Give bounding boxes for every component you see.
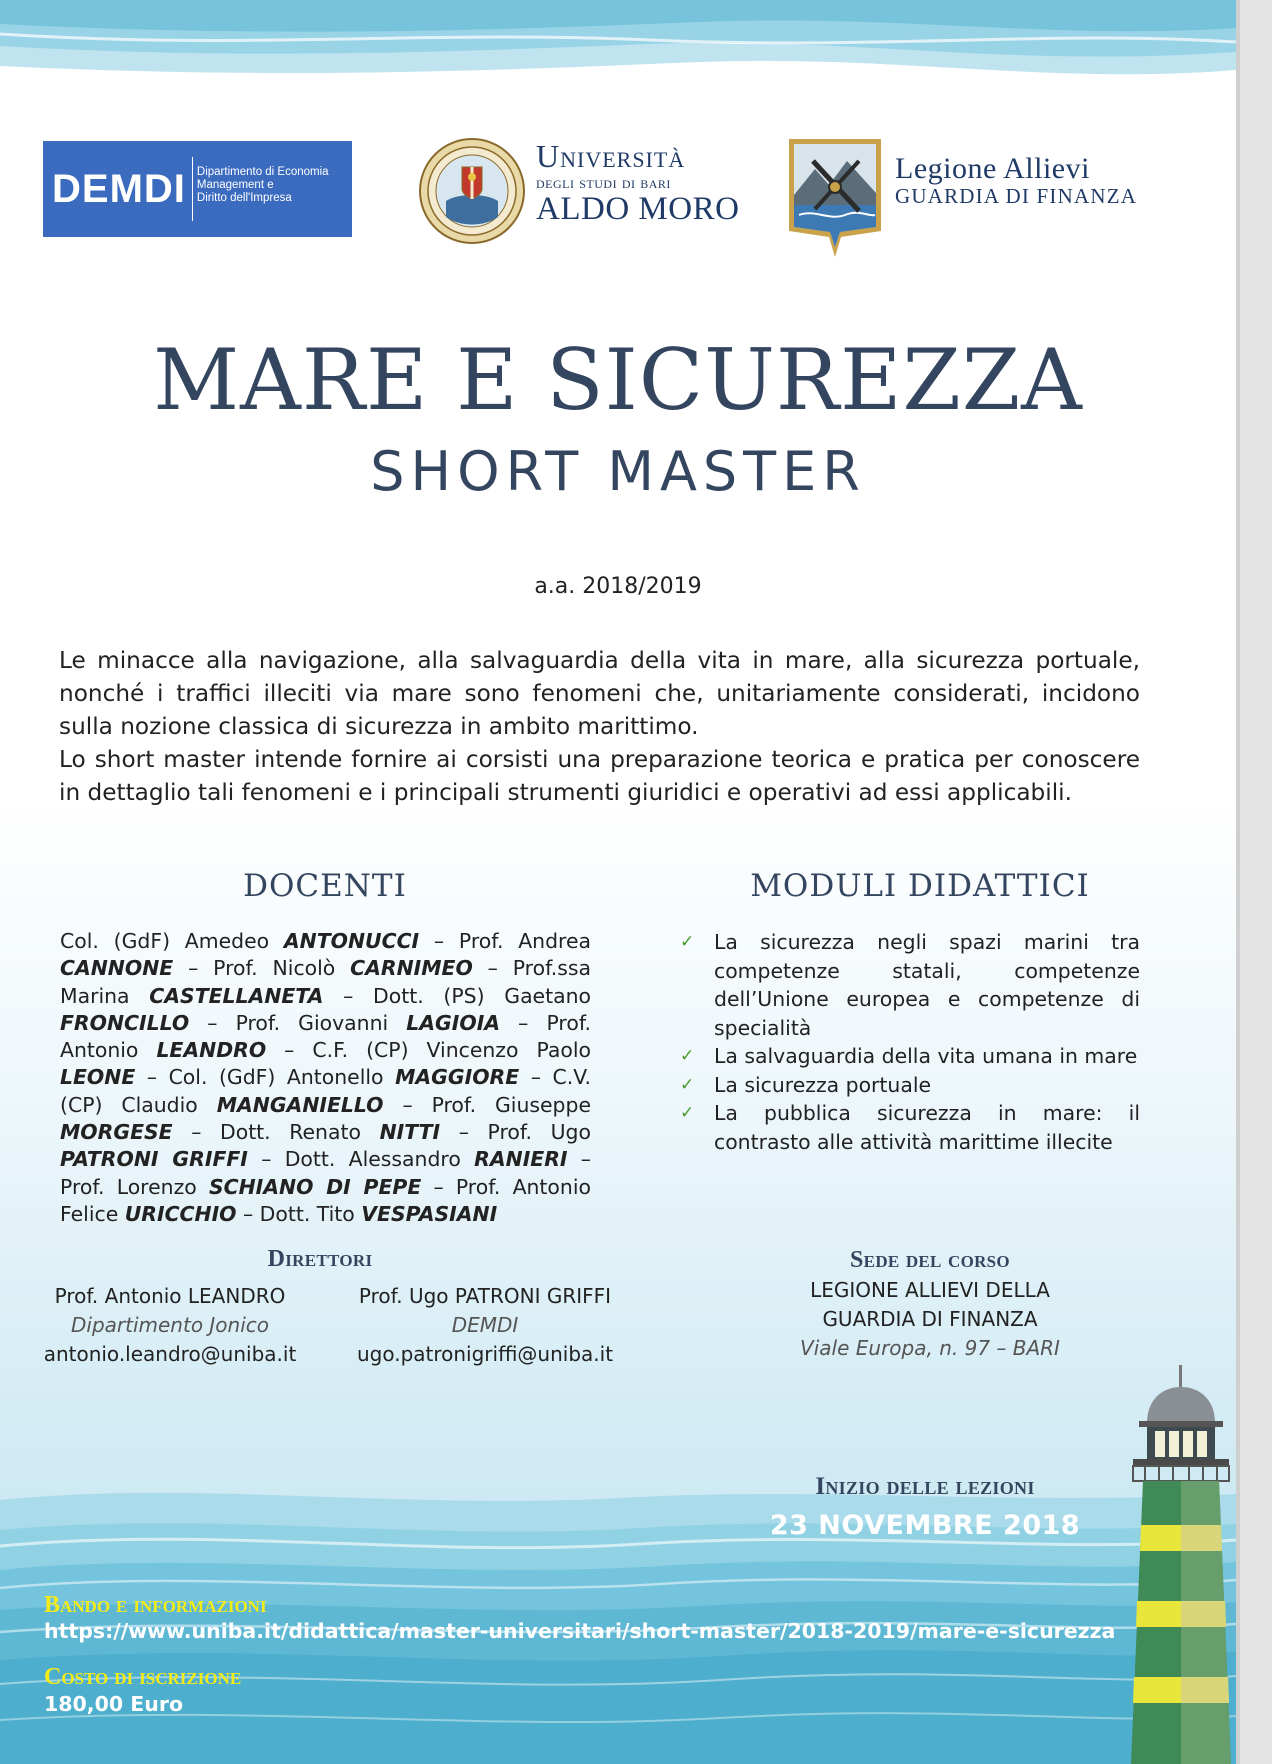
- seal-icon: [418, 137, 526, 245]
- docente-entry: [60, 929, 419, 953]
- docente-entry: [285, 1147, 568, 1171]
- docente-surname: URICCHIO: [124, 1201, 237, 1226]
- docente-entry: [260, 1202, 498, 1226]
- docente-entry: [236, 1011, 501, 1035]
- page-edge-shadow: [1236, 0, 1240, 1764]
- uniba-logo-line3: ALDO MORO: [536, 191, 740, 227]
- costo-heading: Costo di iscrizione: [44, 1664, 242, 1690]
- list-item: [680, 928, 1140, 1042]
- docente-title: Dott. Alessandro: [284, 1147, 461, 1172]
- list-item: [680, 1099, 1140, 1156]
- costo-value: 180,00 Euro: [44, 1692, 184, 1716]
- docente-title: C.F. (CP) Vincenzo Paolo: [312, 1038, 591, 1063]
- docente-surname: CANNONE: [60, 956, 174, 981]
- docente-surname: MAGGIORE: [395, 1065, 520, 1090]
- docente-title: Col. (GdF) Antonello: [168, 1065, 384, 1090]
- docente-surname: MANGANIELLO: [216, 1092, 384, 1117]
- docente-surname: LAGIOIA: [406, 1010, 501, 1035]
- docente-title: Dott. Tito: [259, 1201, 355, 1226]
- docente-entry: [213, 956, 473, 980]
- docente-surname: VESPASIANI: [361, 1201, 498, 1226]
- docente-surname: NITTI: [379, 1120, 441, 1145]
- docente-title: Prof. Giuseppe: [431, 1092, 591, 1117]
- docenti-heading: DOCENTI: [243, 868, 407, 904]
- moduli-list: [680, 928, 1140, 1156]
- docente-title: Col. (GdF) Amedeo: [60, 929, 270, 953]
- docente-entry: [169, 1065, 520, 1089]
- direttore-email[interactable]: ugo.patronigriffi@uniba.it: [356, 1342, 614, 1366]
- legione-logo-line2: GUARDIA DI FINANZA: [895, 184, 1138, 208]
- docente-surname: RANIERI: [474, 1147, 568, 1172]
- docente-surname: PATRONI GRIFFI: [60, 1147, 248, 1172]
- docente-title: Prof. Ugo: [487, 1120, 591, 1145]
- demdi-logo: [43, 141, 352, 237]
- modulo-text: La salvaguardia della vita umana in mare: [714, 1044, 1138, 1068]
- academic-year: a.a. 2018/2019: [534, 574, 702, 599]
- intro-text: [59, 644, 1140, 809]
- check-icon: ✓: [680, 1103, 695, 1123]
- docenti-list: Col. (GdF) Amedeo ANTONUCCI – Prof. Andrea CANNONE – Prof. Nicolò CARNIMEO – Prof.ssa Marina CASTELLANETA – Dott. (PS) Gaetano FRONCILLO – Prof. Giovanni LAGIOIA – Prof. Antonio LEANDRO – C.F. (CP) Vincenzo Paolo LEONE – Col. (GdF) Antonello MAGGIORE – C.V. (CP) Claudio MANGANIELLO – Prof. Giuseppe MORGESE – Dott. Renato NITTI – Prof. Ugo PATRONI GRIFFI – Dott. Alessandro RANIERI – Prof. Lorenzo SCHIANO DI PEPE – Prof. Antonio Felice URICCHIO – Dott. Tito VESPASIANI: [60, 929, 591, 1226]
- docente-title: Prof. Antonio Felice: [60, 1174, 591, 1226]
- check-icon: ✓: [680, 1074, 695, 1095]
- docente-title: Dott. Renato: [220, 1120, 361, 1145]
- uniba-logo-line2: degli studi di bari: [536, 173, 671, 192]
- docente-title: C.V. (CP) Claudio: [60, 1065, 591, 1117]
- list-item: [680, 1042, 1140, 1071]
- direttore-affiliation: DEMDI: [451, 1313, 519, 1337]
- sede-line1: LEGIONE ALLIEVI DELLA: [810, 1278, 1050, 1302]
- list-item: [680, 1071, 1140, 1100]
- demdi-logo-separator: [192, 157, 193, 221]
- shield-icon: [785, 135, 885, 260]
- sede-details: [780, 1276, 1080, 1363]
- docente-title: Prof.ssa Marina: [60, 956, 591, 1008]
- docente-surname: SCHIANO DI PEPE: [208, 1174, 422, 1199]
- top-wave-decoration: [0, 0, 1236, 90]
- docente-surname: ANTONUCCI: [283, 929, 420, 953]
- legione-logo-text: [895, 153, 1137, 207]
- demdi-logo-name: DEMDI: [52, 166, 186, 211]
- check-icon: ✓: [680, 932, 695, 952]
- moduli-heading: MODULI DIDATTICI: [750, 868, 1090, 904]
- inizio-heading: Inizio delle lezioni: [815, 1473, 1035, 1500]
- docente-entry: [220, 1120, 440, 1144]
- docente-surname: CARNIMEO: [350, 956, 473, 981]
- direttore-name: Prof. Ugo PATRONI GRIFFI: [358, 1284, 612, 1308]
- direttore-card: [20, 1282, 320, 1369]
- inizio-date: 23 NOVEMBRE 2018: [769, 1510, 1081, 1541]
- direttore-affiliation: Dipartimento Jonico: [70, 1313, 270, 1337]
- lighthouse-icon: [1125, 1365, 1236, 1764]
- docente-title: Dott. (PS) Gaetano: [373, 983, 591, 1008]
- docente-surname: FRONCILLO: [60, 1010, 190, 1035]
- modulo-text: La sicurezza negli spazi marini tra competenze statali, competenze dell’Unione europea e competenze di specialità: [714, 930, 1140, 1040]
- intro-paragraph: Le minacce alla navigazione, alla salvaguardia della vita in mare, alla sicurezza portuale, nonché i traffici illeciti via mare sono fenomeni che, unitariamente considerati, incidono sulla nozione classica di sicurezza in ambito marittimo.: [59, 647, 1140, 740]
- docente-surname: MORGESE: [60, 1120, 173, 1145]
- sede-address: Viale Europa, n. 97 – BARI: [800, 1336, 1060, 1360]
- docente-title: Prof. Lorenzo: [60, 1174, 197, 1199]
- page-subtitle: SHORT MASTER: [370, 440, 866, 503]
- page-title: MARE E SICUREZZA: [153, 331, 1083, 429]
- legione-logo-line1: Legione Allievi: [895, 152, 1090, 185]
- direttori-heading: Direttori: [267, 1246, 373, 1272]
- docente-title: Prof. Antonio: [60, 1010, 591, 1063]
- modulo-text: La sicurezza portuale: [714, 1072, 932, 1097]
- docente-title: Prof. Nicolò: [213, 956, 336, 981]
- docente-surname: LEANDRO: [156, 1038, 267, 1063]
- docente-title: Prof. Giovanni: [235, 1010, 389, 1035]
- check-icon: ✓: [680, 1046, 695, 1066]
- sede-heading: Sede del corso: [850, 1247, 1010, 1273]
- docente-title: Prof. Andrea: [458, 929, 591, 953]
- uniba-logo-text: [536, 139, 739, 225]
- direttore-name: Prof. Antonio LEANDRO: [54, 1284, 286, 1308]
- uniba-logo: [418, 137, 748, 247]
- docente-surname: LEONE: [60, 1065, 136, 1090]
- direttore-email[interactable]: antonio.leandro@uniba.it: [43, 1342, 297, 1366]
- intro-paragraph: Lo short master intende fornire ai corsisti una preparazione teorica e pratica per conoscere in dettaglio tali fenomeni e i principali strumenti giuridici e operativi ad essi applicabili.: [59, 746, 1140, 806]
- modulo-text: La pubblica sicurezza in mare: il contrasto alle attività marittime illecite: [714, 1101, 1140, 1154]
- uniba-logo-line1: Università: [536, 138, 686, 174]
- docente-entry: [60, 1175, 421, 1199]
- sede-line2: GUARDIA DI FINANZA: [822, 1307, 1038, 1331]
- direttore-card: [335, 1282, 635, 1369]
- docente-surname: CASTELLANETA: [149, 983, 324, 1008]
- demdi-logo-subtitle: Dipartimento di Economia Management e Diritto dell'Impresa: [196, 165, 329, 204]
- bando-heading: Bando e informazioni: [44, 1592, 267, 1618]
- legione-logo: [785, 135, 1165, 260]
- bando-link[interactable]: https://www.uniba.it/didattica/master-universitari/short-master/2018-2019/mare-e-sicurezza: [44, 1619, 1116, 1643]
